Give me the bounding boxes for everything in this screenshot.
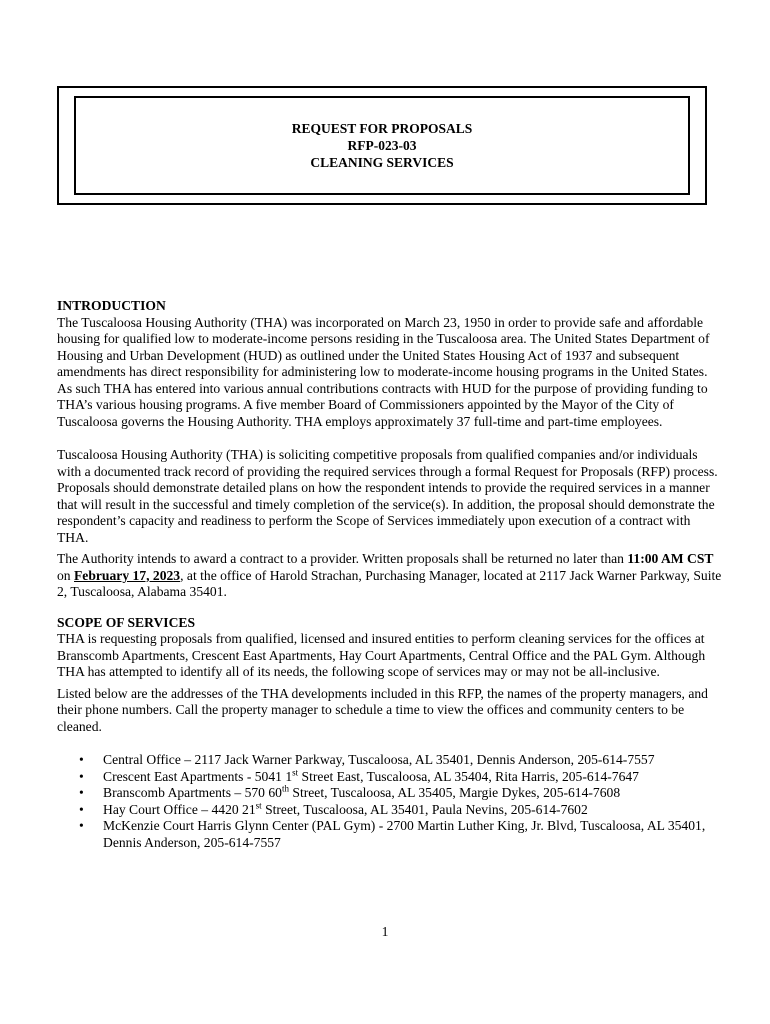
list-item: • Crescent East Apartments - 5041 1st Street East, Tuscaloosa, AL 35404, Rita Harris, 205-614-7647 [79,766,639,784]
location-list [57,752,723,851]
scope-paragraph-2: Listed below are the addresses of the THA developments included in this RFP, the names of the property managers, and their phone numbers. Call the property manager to schedule a time to view the offices and community centers to be cleaned. [57,685,708,734]
introduction-heading: INTRODUCTION [57,298,166,313]
list-item: • Branscomb Apartments – 570 60th Street, Tuscaloosa, AL 35405, Margie Dykes, 205-614-7608 [79,783,621,800]
introduction-paragraph-3 [57,551,723,601]
bullet-icon: • [79,752,84,767]
bullet-icon: • [79,818,84,833]
title-frame [57,86,707,205]
title-line-2: RFP-023-03 [347,138,417,153]
list-item: • McKenzie Court Harris Glynn Center (PAL Gym) - 2700 Martin Luther King, Jr. Blvd, Tuscaloosa, AL 35401, Dennis Anderson, 205-614-7557 [79,818,706,850]
introduction-paragraph-2: Tuscaloosa Housing Authority (THA) is soliciting competitive proposals from qualified companies and/or individuals with a documented track record of providing the required services through a formal Request for Proposals (RFP) process. Proposals should demonstrate detailed plans on how the respondent intends to provide the required services in a manner that will result in the successful and timely completion of the service(s). In addition, the proposal should demonstrate the respondent’s capacity and readiness to perform the Scope of Services immediately upon execution of a contract with THA. [57,447,718,545]
deadline-date: February 17, 2023 [74,567,181,583]
bullet-icon: • [79,785,84,800]
deadline-time: 11:00 AM CST [627,551,714,566]
scope-heading: SCOPE OF SERVICES [57,614,196,630]
deadline-text-post: , at the office of Harold Strachan, Purchasing Manager, located at 2117 Jack Warner Parkway, Suite 2, Tuscaloosa, Alabama 35401. [57,567,722,599]
bullet-icon: • [79,801,84,817]
title-line-1: REQUEST FOR PROPOSALS [291,121,473,136]
deadline-on: on [57,567,74,583]
bullet-icon: • [79,768,84,784]
page-number: 1 [381,924,389,939]
title-box [74,96,690,195]
list-item: • Hay Court Office – 4420 21st Street, Tuscaloosa, AL 35401, Paula Nevins, 205-614-7602 [79,799,588,817]
list-item: • Central Office – 2117 Jack Warner Parkway, Tuscaloosa, AL 35401, Dennis Anderson, 205-614-7557 [79,752,655,767]
document-body [57,298,723,851]
deadline-text-pre: The Authority intends to award a contract to a provider. Written proposals shall be returned no later than [57,551,628,566]
scope-paragraph-1: THA is requesting proposals from qualified, licensed and insured entities to perform cleaning services for the offices at Branscomb Apartments, Crescent East Apartments, Hay Court Apartments, Central Office and the PAL Gym. Although THA has attempted to identify all of its needs, the following scope of services may or may not be all-inclusive. [57,631,706,679]
title-line-3: CLEANING SERVICES [310,155,454,170]
introduction-paragraph-1: The Tuscaloosa Housing Authority (THA) was incorporated on March 23, 1950 in order to provide safe and affordable housing for qualified low to moderate-income persons residing in the Tuscaloosa area. The United States Department of Housing and Urban Development (HUD) as outlined under the United States Housing Act of 1937 and subsequent amendments has direct responsibility for administering low to moderate-income housing programs in the United States. As such THA has entered into various annual contributions contracts with HUD for the purpose of providing funding to THA’s various housing programs. A five member Board of Commissioners appointed by the Mayor of the City of Tuscaloosa governs the Housing Authority. THA employs approximately 37 full-time and part-time employees. [57,314,710,429]
